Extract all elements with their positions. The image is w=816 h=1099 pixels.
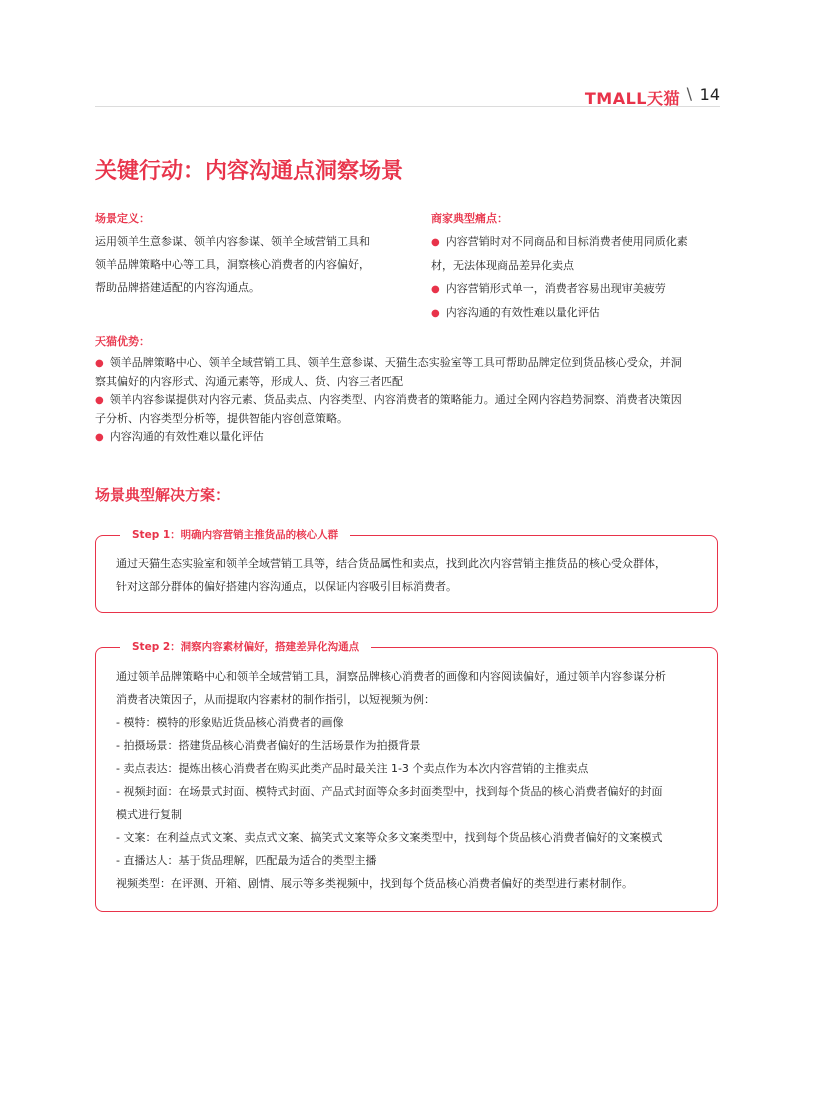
step2-line: - 文案：在利益点式文案、卖点式文案、搞笑式文案等众多文案类型中，找到每个货品核心消费者偏好的文案模式: [116, 831, 663, 844]
page-title: 关键行动：内容沟通点洞察场景: [95, 159, 404, 184]
solutions-title: 场景典型解决方案：: [95, 486, 231, 504]
scene-definition-text: [95, 230, 370, 299]
scene-definition-line: 领羊品牌策略中心等工具，洞察核心消费者的内容偏好，: [95, 258, 370, 271]
step2-label: Step 2：洞察内容素材偏好，搭建差异化沟通点: [120, 639, 371, 654]
pain-point-item: ● 内容营销时对不同商品和目标消费者使用同质化素: [431, 235, 688, 248]
scene-definition-line: 运用领羊生意参谋、领羊内容参谋、领羊全域营销工具和: [95, 235, 370, 248]
step1-line: 通过天猫生态实验室和领羊全域营销工具等，结合货品属性和卖点，找到此次内容营销主推货品的核心受众群体，: [116, 557, 666, 570]
scene-definition-line: 帮助品牌搭建适配的内容沟通点。: [95, 281, 260, 294]
header-separator: \: [686, 84, 692, 103]
bullet-dot-icon: ●: [431, 308, 440, 319]
pain-point-item: ● 内容沟通的有效性难以量化评估: [431, 306, 600, 319]
scene-definition-label: 场景定义：: [95, 212, 150, 225]
pain-points-list: [431, 230, 688, 325]
step2-line: 消费者决策因子，从而提取内容素材的制作指引，以短视频为例：: [116, 693, 435, 706]
pain-point-item-cont: 材，无法体现商品差异化卖点: [431, 259, 574, 272]
step1-label: Step 1：明确内容营销主推货品的核心人群: [120, 527, 350, 542]
step2-text: [116, 665, 666, 895]
advantage-item: ● 领羊品牌策略中心、领羊全域营销工具、领羊生意参谋、天猫生态实验室等工具可帮助品牌定位到货品核心受众，并洞: [95, 356, 682, 369]
step2-line: - 模特：模特的形象贴近货品核心消费者的画像: [116, 716, 344, 729]
bullet-dot-icon: ●: [431, 284, 440, 295]
tmall-advantages-label: 天猫优势：: [95, 335, 150, 348]
advantage-item: ● 内容沟通的有效性难以量化评估: [95, 430, 264, 443]
step1-box: [95, 529, 718, 613]
step2-line: - 直播达人：基于货品理解，匹配最为适合的类型主播: [116, 854, 377, 867]
step2-line: 视频类型：在评测、开箱、剧情、展示等多类视频中，找到每个货品核心消费者偏好的类型进行素材制作。: [116, 877, 633, 890]
advantage-item-cont: 子分析、内容类型分析等，提供智能内容创意策略。: [95, 412, 348, 425]
step2-line: 模式进行复制: [116, 808, 182, 821]
page-header: [95, 82, 720, 107]
step1-text: [116, 552, 666, 598]
advantage-item-cont: 察其偏好的内容形式、沟通元素等，形成人、货、内容三者匹配: [95, 375, 403, 388]
bullet-dot-icon: ●: [95, 358, 104, 369]
tmall-logo: TMALL天猫: [584, 89, 680, 108]
pain-points-label: 商家典型痛点：: [431, 212, 508, 225]
step1-line: 针对这部分群体的偏好搭建内容沟通点，以保证内容吸引目标消费者。: [116, 580, 457, 593]
step2-box: [95, 641, 718, 912]
step2-line: - 视频封面：在场景式封面、模特式封面、产品式封面等众多封面类型中，找到每个货品的核心消费者偏好的封面: [116, 785, 663, 798]
step2-line: - 拍摄场景：搭建货品核心消费者偏好的生活场景作为拍摄背景: [116, 739, 421, 752]
advantage-item: ● 领羊内容参谋提供对内容元素、货品卖点、内容类型、内容消费者的策略能力。通过全网内容趋势洞察、消费者决策因: [95, 393, 682, 406]
page-number: 14: [699, 85, 720, 104]
bullet-dot-icon: ●: [95, 432, 104, 443]
tmall-advantages-list: [95, 354, 682, 447]
bullet-dot-icon: ●: [431, 237, 440, 248]
step2-line: 通过领羊品牌策略中心和领羊全域营销工具，洞察品牌核心消费者的画像和内容阅读偏好，通过领羊内容参谋分析: [116, 670, 666, 683]
step2-line: - 卖点表达：提炼出核心消费者在购买此类产品时最关注 1-3 个卖点作为本次内容营销的主推卖点: [116, 762, 589, 775]
pain-point-item: ● 内容营销形式单一，消费者容易出现审美疲劳: [431, 282, 666, 295]
bullet-dot-icon: ●: [95, 395, 104, 406]
